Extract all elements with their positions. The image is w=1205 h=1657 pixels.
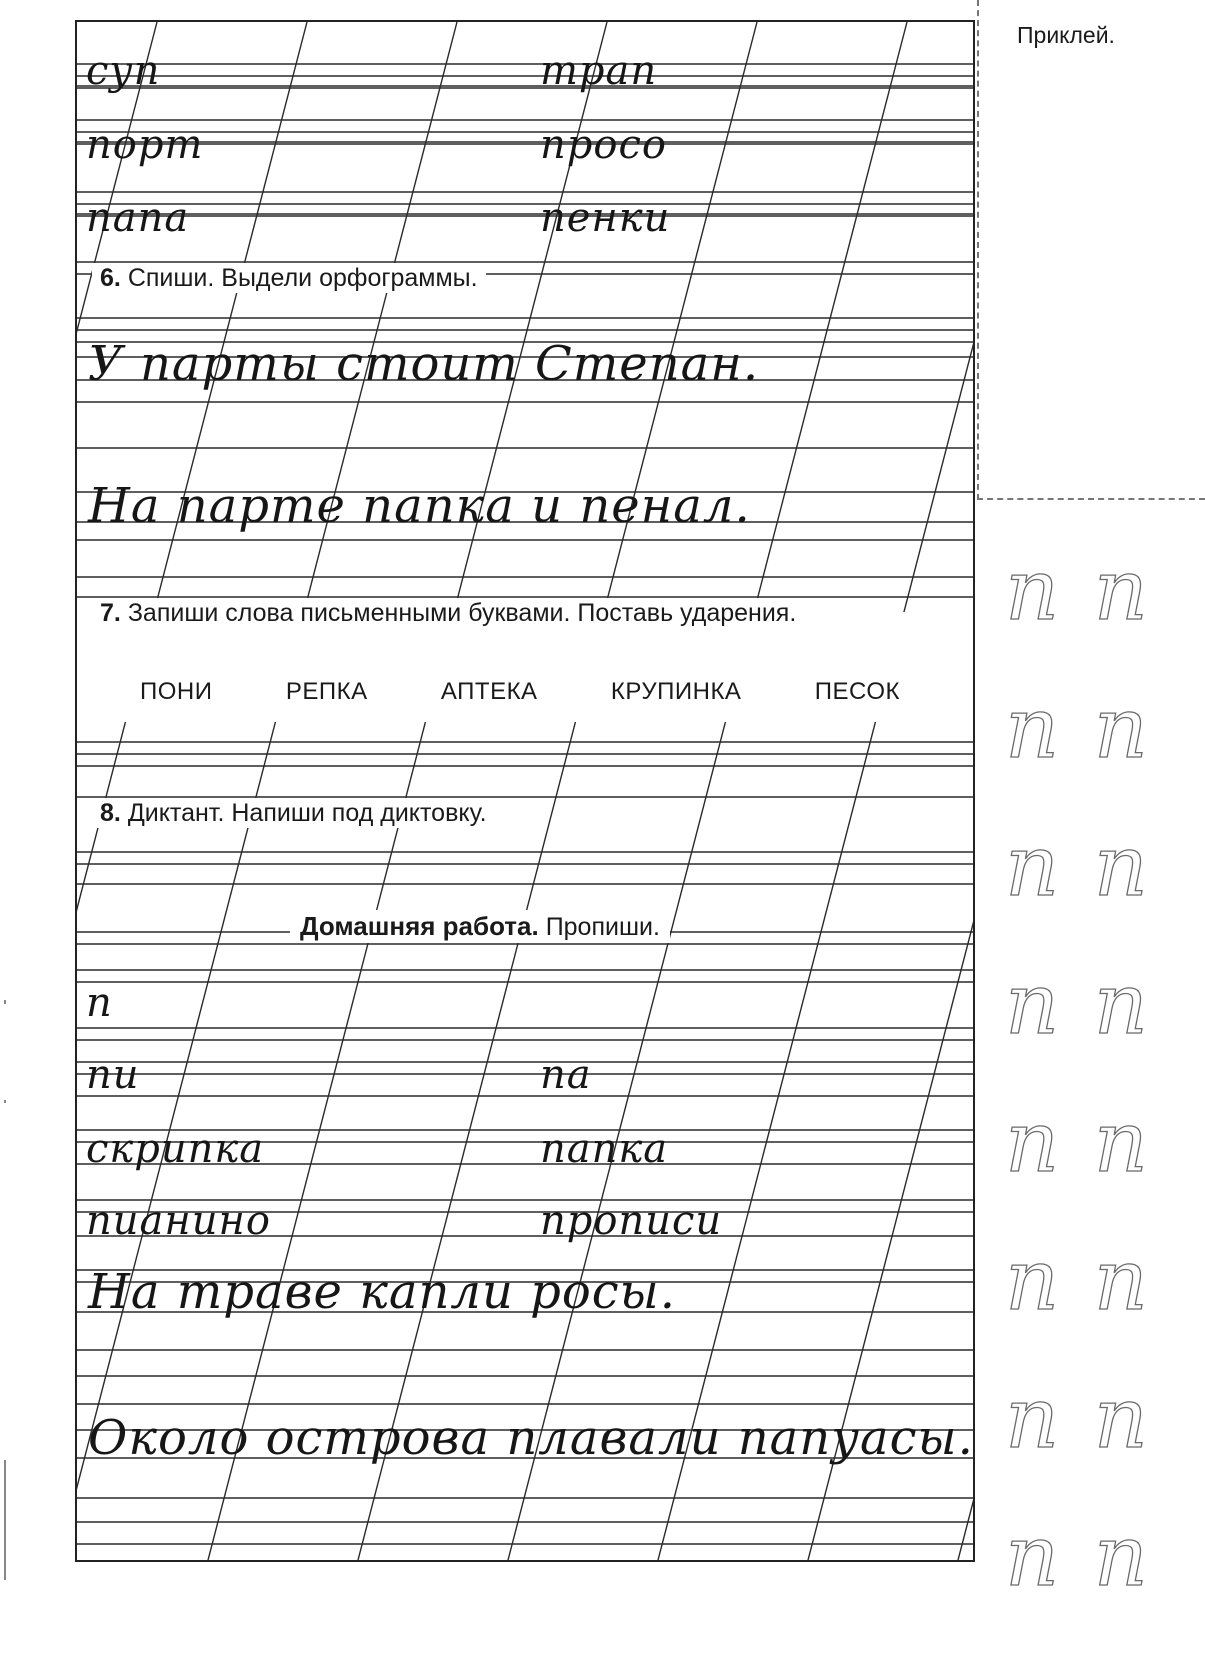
task7-word: ПОНИ [140, 678, 213, 705]
slant-line [507, 22, 907, 1562]
cursive-letter: п [86, 980, 113, 1026]
cursive-word: па [540, 1052, 592, 1098]
slant-line [807, 22, 975, 1562]
task6-number: 6. [100, 264, 121, 292]
task8-heading [92, 798, 495, 828]
cursive-word: суп [86, 48, 161, 94]
scan-mark [4, 1460, 6, 1580]
sample-letters: п п [1005, 817, 1152, 915]
writing-frame [75, 20, 975, 1562]
cursive-word: скрипка [86, 1126, 265, 1172]
task7-word: АПТЕКА [440, 678, 538, 705]
cursive-word: папка [540, 1126, 669, 1172]
slant-line [207, 22, 607, 1562]
task7-word: РЕПКА [285, 678, 368, 705]
task7-number: 7. [100, 599, 121, 627]
slant-line [77, 22, 307, 1562]
task8-number: 8. [100, 799, 121, 827]
cursive-word: трап [540, 48, 658, 94]
task7-word: КРУПИНКА [610, 678, 742, 705]
ruling-lines [77, 22, 975, 1562]
task7-text: Запиши слова письменными буквами. Поставь ударения. [127, 599, 797, 627]
sample-letters: п п [1005, 541, 1152, 639]
scan-mark [4, 1000, 6, 1004]
sample-letters: п п [1005, 1093, 1152, 1191]
homework-text: Пропиши. [545, 913, 660, 941]
slant-line [357, 22, 757, 1562]
sample-letters: п п [1005, 1507, 1152, 1605]
homework-title: Домашняя работа. [300, 911, 539, 941]
scan-mark [4, 1100, 6, 1103]
cursive-sentence: На парте папка и пенал. [88, 478, 751, 534]
slant-line [957, 22, 975, 1562]
task8-text: Диктант. Напиши под диктовку. [127, 799, 487, 827]
slant-line [657, 22, 975, 1562]
sample-letters: п п [1005, 1231, 1152, 1329]
cursive-word: просо [540, 122, 667, 168]
cursive-word: пианино [86, 1198, 271, 1244]
task7-words [140, 678, 900, 706]
cursive-sentence: Около острова плавали папуасы. [88, 1410, 974, 1466]
cursive-word: пи [86, 1052, 140, 1098]
homework-heading [290, 910, 670, 943]
cursive-word: порт [86, 122, 204, 168]
task6-heading [92, 263, 486, 293]
sample-letters: п п [1005, 679, 1152, 777]
cursive-sentence: У парты стоит Степан. [88, 336, 760, 392]
paste-area [977, 0, 1205, 500]
task7-word: ПЕСОК [814, 678, 900, 705]
sample-letters: п п [1005, 955, 1152, 1053]
cursive-sentence: На траве капли росы. [88, 1264, 676, 1320]
task7-heading [92, 598, 804, 628]
cursive-word: папа [86, 195, 190, 241]
cursive-word: прописи [540, 1198, 723, 1244]
task6-text: Спиши. Выдели орфограммы. [127, 264, 478, 292]
paste-label: Приклей. [1017, 22, 1115, 48]
cursive-word: пенки [540, 195, 671, 241]
sample-letters: п п [1005, 1369, 1152, 1467]
